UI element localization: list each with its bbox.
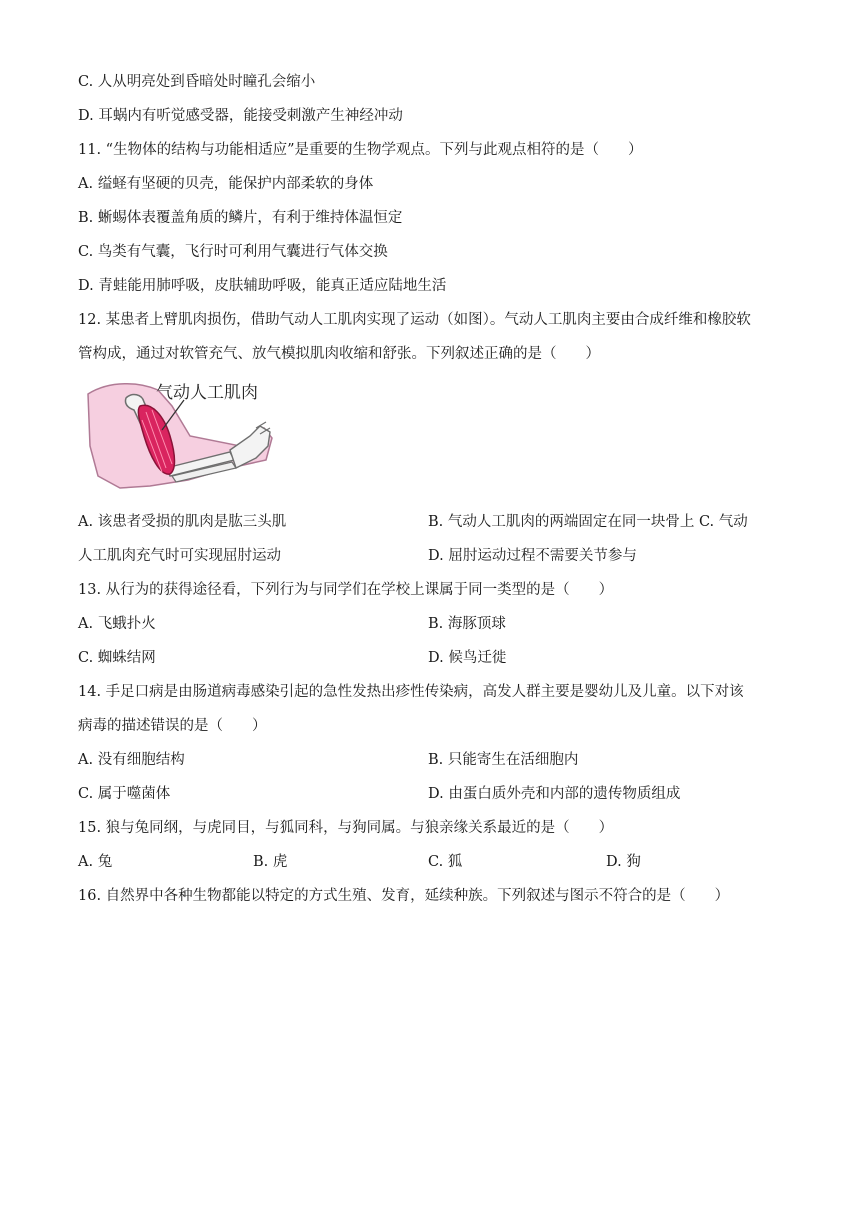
question-14-option-a: A. 没有细胞结构	[78, 752, 185, 768]
arm-illustration	[80, 376, 280, 496]
question-14-option-d: D. 由蛋白质外壳和内部的遗传物质组成	[428, 786, 681, 802]
question-13-stem: 13. 从行为的获得途径看，下列行为与同学们在学校上课属于同一类型的是（ ）	[78, 582, 614, 598]
figure-label: 气动人工肌肉	[156, 383, 258, 403]
question-15-option-d: D. 狗	[606, 854, 641, 870]
question-14-stem-line1: 14. 手足口病是由肠道病毒感染引起的急性发热出疹性传染病，高发人群主要是婴幼儿及儿童。以下对该	[78, 684, 744, 700]
question-13-option-b: B. 海豚顶球	[428, 616, 506, 632]
question-15-option-a: A. 兔	[78, 854, 113, 870]
question-12-option-c: 人工肌肉充气时可实现屈肘运动	[78, 548, 281, 564]
question-14-option-b: B. 只能寄生在活细胞内	[428, 752, 579, 768]
question-12-option-b: B. 气动人工肌肉的两端固定在同一块骨上 C. 气动	[428, 514, 748, 530]
question-15-option-c: C. 狐	[428, 854, 463, 870]
question-12-stem-line1: 12. 某患者上臂肌肉损伤，借助气动人工肌肉实现了运动（如图）。气动人工肌肉主要由合成纤维和橡胶软	[78, 312, 751, 328]
question-13-option-a: A. 飞蛾扑火	[78, 616, 156, 632]
question-11-stem: 11. “生物体的结构与功能相适应”是重要的生物学观点。下列与此观点相符的是（ ）	[78, 142, 643, 158]
question-15-option-b: B. 虎	[253, 854, 288, 870]
question-13-option-d: D. 候鸟迁徙	[428, 650, 507, 666]
question-11-option-a: A. 缢蛏有坚硬的贝壳，能保护内部柔软的身体	[78, 176, 374, 192]
question-15-stem: 15. 狼与兔同纲，与虎同目，与狐同科，与狗同属。与狼亲缘关系最近的是（ ）	[78, 820, 614, 836]
line-d-cochlea: D. 耳蜗内有听觉感受器，能接受刺激产生神经冲动	[78, 108, 403, 124]
arm-muscle-figure	[80, 376, 280, 496]
question-13-option-c: C. 蜘蛛结网	[78, 650, 156, 666]
line-c-pupil: C. 人从明亮处到昏暗处时瞳孔会缩小	[78, 74, 316, 90]
question-11-option-d: D. 青蛙能用肺呼吸，皮肤辅助呼吸，能真正适应陆地生活	[78, 278, 447, 294]
question-14-option-c: C. 属于噬菌体	[78, 786, 171, 802]
question-11-option-b: B. 蜥蜴体表覆盖角质的鳞片，有利于维持体温恒定	[78, 210, 403, 226]
question-12-option-d: D. 屈肘运动过程不需要关节参与	[428, 548, 637, 564]
question-16-stem: 16. 自然界中各种生物都能以特定的方式生殖、发育，延续种族。下列叙述与图示不符合的是（ ）	[78, 888, 730, 904]
question-12-option-a: A. 该患者受损的肌肉是肱三头肌	[78, 514, 287, 530]
question-14-stem-line2: 病毒的描述错误的是（ ）	[78, 718, 267, 734]
question-12-stem-line2: 管构成，通过对软管充气、放气模拟肌肉收缩和舒张。下列叙述正确的是（ ）	[78, 346, 600, 362]
question-11-option-c: C. 鸟类有气囊，飞行时可利用气囊进行气体交换	[78, 244, 388, 260]
